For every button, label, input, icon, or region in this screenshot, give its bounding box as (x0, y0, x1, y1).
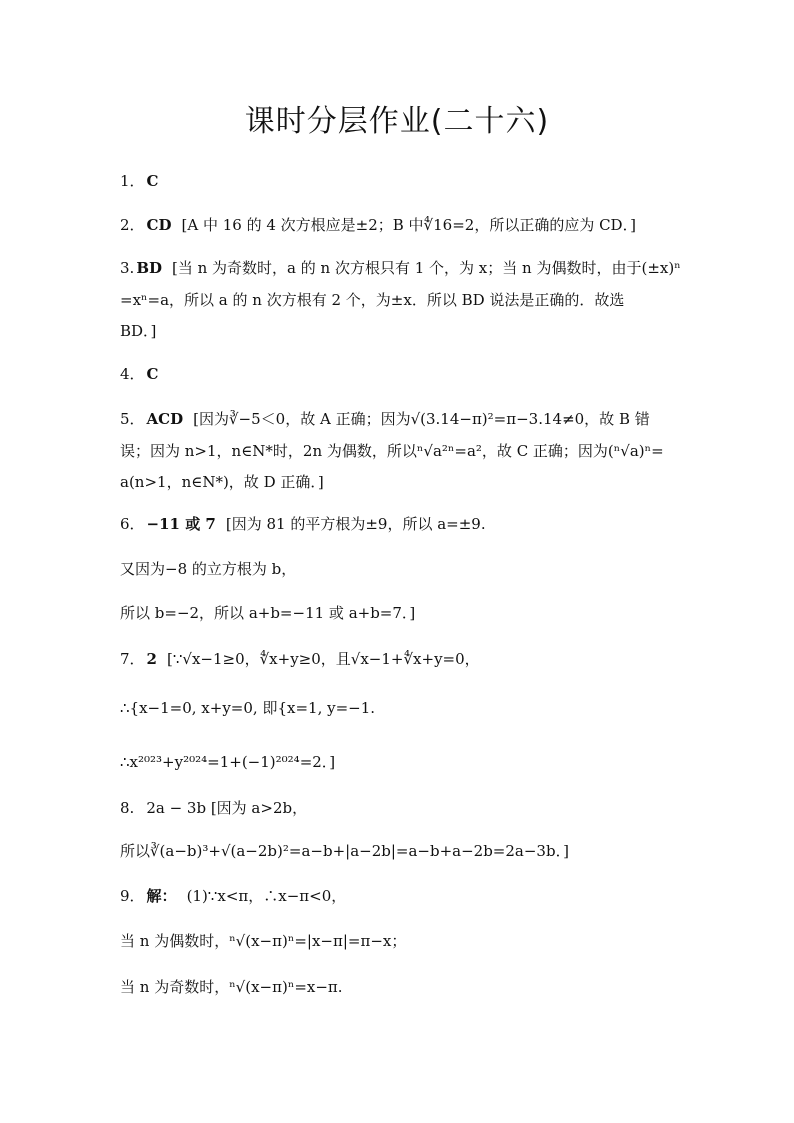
answer-line: 所以∛(a−b)³+√(a−2b)²=a−b+|a−2b|=a−b+a−2b=2a−3b．] (120, 842, 569, 860)
answer-line: 9． 解： (1)∵x<π，∴x−π<0， (120, 887, 347, 905)
answer-line: 所以 b=−2，所以 a+b=−11 或 a+b=7．] (120, 604, 416, 622)
answer-line: =xⁿ=a，所以 a 的 n 次方根有 2 个，为±x．所以 BD 说法是正确的．故选 (120, 291, 625, 309)
answer-line: ∴{x−1=0, x+y=0, 即{x=1, y=−1. (120, 699, 376, 717)
answer-line: 7． 2 [∵√x−1≥0，∜x+y≥0，且√x−1+∜x+y=0， (120, 650, 480, 668)
answer-line: 当 n 为奇数时，ⁿ√(x−π)ⁿ=x−π. (120, 978, 343, 996)
answer-line: 又因为−8 的立方根为 b， (120, 560, 297, 578)
answer-line: 8. 2a − 3b [因为 a>2b， (120, 799, 308, 817)
answer-line: 6． −11 或 7 [因为 81 的平方根为±9，所以 a=±9. (120, 515, 486, 533)
answer-line: 2． CD [A 中 16 的 4 次方根应是±2；B 中∜16=2，所以正确的应为 CD．] (120, 216, 636, 234)
answer-line: ∴x²⁰²³+y²⁰²⁴=1+(−1)²⁰²⁴=2．] (120, 753, 336, 771)
answer-line: 误；因为 n>1，n∈N*时，2n 为偶数，所以ⁿ√a²ⁿ=a²，故 C 正确；因为(ⁿ√a)ⁿ= (120, 442, 664, 460)
answer-line: 5． ACD [因为∛−5＜0，故 A 正确；因为√(3.14−π)²=π−3.14≠0，故 B 错 (120, 410, 650, 428)
page-title: 课时分层作业(二十六) (244, 104, 550, 139)
answer-line: 4． C (120, 365, 159, 383)
answer-line: BD．] (120, 322, 157, 340)
answer-line: 3. BD [当 n 为奇数时，a 的 n 次方根只有 1 个，为 x；当 n 为偶数时，由于(±x)ⁿ (120, 259, 681, 277)
answer-line: 当 n 为偶数时，ⁿ√(x−π)ⁿ=|x−π|=π−x； (120, 932, 407, 950)
answer-line: 1． C (120, 172, 159, 190)
answer-line: a(n>1，n∈N*)，故 D 正确．] (120, 473, 324, 491)
